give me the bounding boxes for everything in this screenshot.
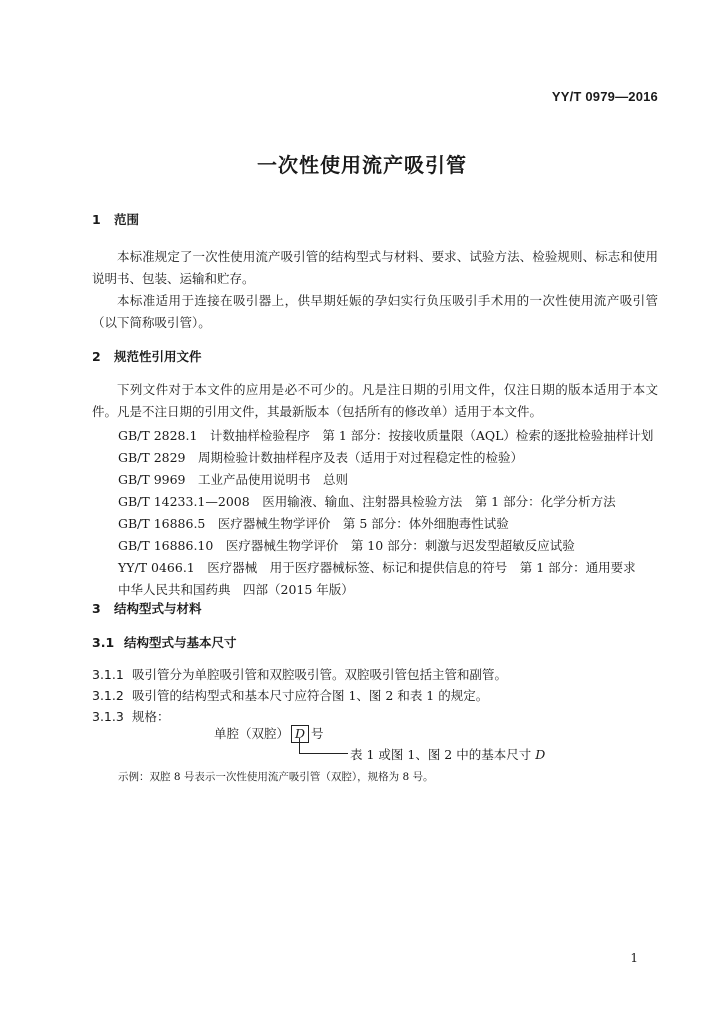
spec-suffix: 号 xyxy=(311,726,324,741)
subsection-number: 3.1 xyxy=(92,635,115,650)
clause-number: 3.1.2 xyxy=(92,688,124,703)
reference-item: GB/T 14233.1—2008 医用输液、输血、注射器具检验方法 第 1 部分：化学分析方法 xyxy=(118,494,616,509)
section-1-paragraph-2: 本标准适用于连接在吸引器上，供早期妊娠的孕妇实行负压吸引手术用的一次性使用流产吸引管（以下简称吸引管）。 xyxy=(92,293,658,330)
clause-3-1-2 xyxy=(92,686,488,704)
section-title: 范围 xyxy=(114,212,140,227)
reference-item: GB/T 16886.10 医疗器械生物学评价 第 10 部分：刺激与迟发型超敏反应试验 xyxy=(118,538,575,553)
reference-item: GB/T 2829 周期检验计数抽样程序及表（适用于对过程稳定性的检验） xyxy=(118,450,524,465)
clause-text: 吸引管的结构型式和基本尺寸应符合图 1、图 2 和表 1 的规定。 xyxy=(132,688,489,703)
reference-item: GB/T 2828.1 计数抽样检验程序 第 1 部分：按接收质量限（AQL）检索的逐批检验抽样计划 xyxy=(118,428,654,443)
example-note: 示例：双腔 8 号表示一次性使用流产吸引管（双腔），规格为 8 号。 xyxy=(118,771,434,783)
clause-number: 3.1.3 xyxy=(92,709,124,724)
spec-note xyxy=(350,745,545,763)
clause-text: 吸引管分为单腔吸引管和双腔吸引管。双腔吸引管包括主管和副管。 xyxy=(132,667,508,682)
reference-item: 中华人民共和国药典 四部（2015 年版） xyxy=(118,582,354,597)
spec-prefix: 单腔（双腔） xyxy=(214,726,290,741)
clause-number: 3.1.1 xyxy=(92,667,124,682)
section-number: 3 xyxy=(92,601,101,616)
standard-number: YY/T 0979—2016 xyxy=(551,89,658,104)
spec-leader-line xyxy=(299,738,348,754)
section-1-heading xyxy=(92,210,139,228)
section-title: 规范性引用文件 xyxy=(114,349,202,364)
section-number: 2 xyxy=(92,349,101,364)
section-3-heading xyxy=(92,599,202,617)
reference-item: GB/T 16886.5 医疗器械生物学评价 第 5 部分：体外细胞毒性试验 xyxy=(118,516,509,531)
section-1-paragraph-1: 本标准规定了一次性使用流产吸引管的结构型式与材料、要求、试验方法、检验规则、标志和使用说明书、包装、运输和贮存。 xyxy=(92,249,658,286)
spec-size-box: D xyxy=(291,725,309,743)
section-number: 1 xyxy=(92,212,101,227)
subsection-3-1-heading xyxy=(92,633,237,651)
clause-3-1-1 xyxy=(92,665,507,683)
clause-3-1-3 xyxy=(92,707,170,725)
section-2-heading xyxy=(92,347,202,365)
spec-note-variable: D xyxy=(535,747,546,762)
section-title: 结构型式与材料 xyxy=(114,601,202,616)
spec-note-text: 表 1 或图 1、图 2 中的基本尺寸 xyxy=(350,747,532,762)
section-2-paragraph-1: 下列文件对于本文件的应用是必不可少的。凡是注日期的引用文件，仅注日期的版本适用于本文件。凡是不注日期的引用文件，其最新版本（包括所有的修改单）适用于本文件。 xyxy=(92,382,658,419)
clause-text: 规格： xyxy=(132,709,170,724)
document-title: 一次性使用流产吸引管 xyxy=(257,153,467,177)
reference-item: YY/T 0466.1 医疗器械 用于医疗器械标签、标记和提供信息的符号 第 1 部分：通用要求 xyxy=(118,560,636,575)
subsection-title: 结构型式与基本尺寸 xyxy=(124,635,237,650)
page-number: 1 xyxy=(630,951,638,965)
reference-item: GB/T 9969 工业产品使用说明书 总则 xyxy=(118,472,349,487)
